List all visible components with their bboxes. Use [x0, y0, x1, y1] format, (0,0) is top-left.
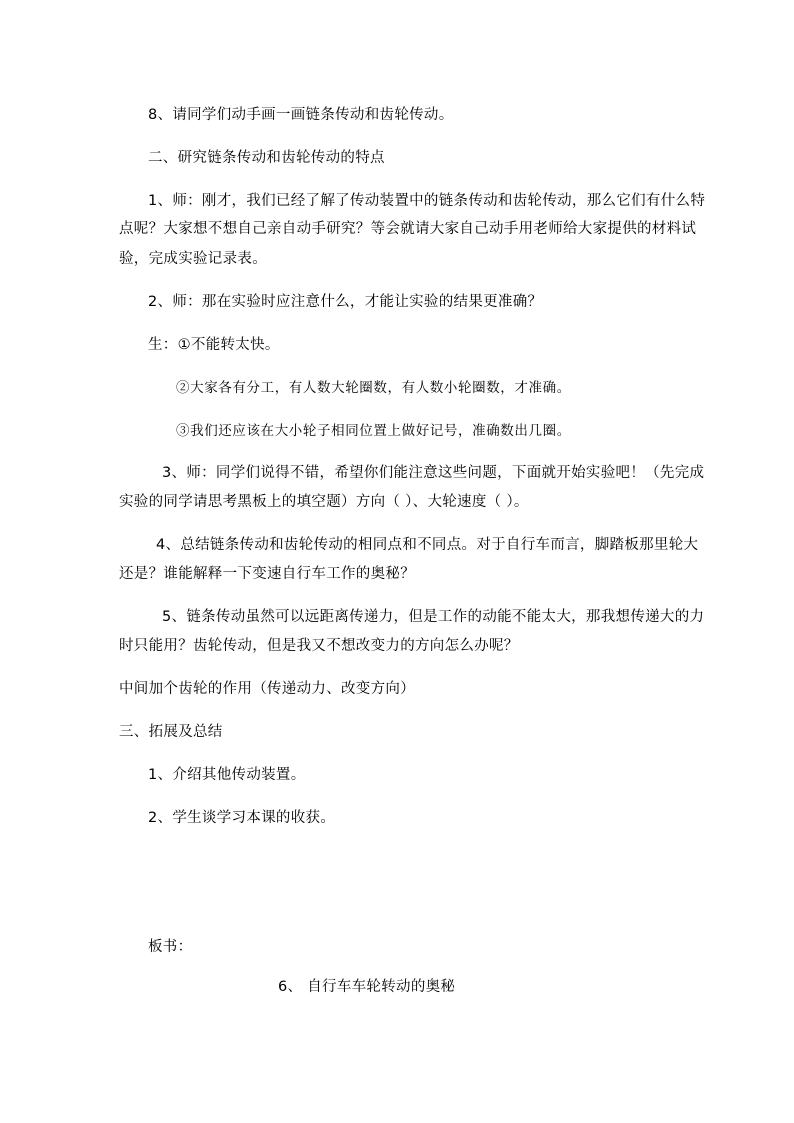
board-writing-label: 板书： — [148, 939, 193, 955]
paragraph-3-line-1: 3、师：同学们说得不错，希望你们能注意这些问题，下面就开始实验吧！（先完成 — [162, 465, 705, 481]
section-heading-2: 二、研究链条传动和齿轮传动的特点 — [148, 150, 385, 166]
summary-item-2: 2、学生谈学习本课的收获。 — [148, 810, 336, 826]
board-writing-title: 6、 自行车车轮转动的奥秘 — [278, 979, 456, 995]
section-heading-3: 三、拓展及总结 — [119, 724, 223, 740]
paragraph-3-line-2: 实验的同学请思考黑板上的填空题）方向（ ）、大轮速度（ ）。 — [119, 494, 529, 510]
student-answer-3: ③我们还应该在大小轮子相同位置上做好记号，准确数出几圈。 — [176, 423, 571, 439]
student-answer-1: 生：①不能转太快。 — [148, 337, 280, 353]
paragraph-1-line-3: 验，完成实验记录表。 — [119, 251, 267, 267]
paragraph-1-line-1: 1、师：刚才，我们已经了解了传动装置中的链条传动和齿轮传动，那么它们有什么特 — [148, 193, 706, 209]
paragraph-5-line-2: 时只能用？齿轮传动，但是我又不想改变力的方向怎么办呢？ — [119, 638, 519, 654]
paragraph-step-8: 8、请同学们动手画一画链条传动和齿轮传动。 — [148, 107, 454, 123]
summary-item-1: 1、介绍其他传动装置。 — [148, 767, 306, 783]
paragraph-4-line-2: 还是？谁能解释一下变速自行车工作的奥秘？ — [119, 566, 415, 582]
paragraph-2: 2、师：那在实验时应注意什么，才能让实验的结果更准确？ — [148, 294, 543, 310]
middle-gear-note: 中间加个齿轮的作用（传递动力、改变方向） — [119, 681, 415, 697]
paragraph-5-line-1: 5、链条传动虽然可以远距离传递力，但是工作的动能不能太大，那我想传递大的力 — [162, 609, 705, 625]
paragraph-4-line-1: 4、总结链条传动和齿轮传动的相同点和不同点。对于自行车而言，脚踏板那里轮大 — [156, 537, 699, 553]
paragraph-1-line-2: 点呢？大家想不想自己亲自动手研究？等会就请大家自己动手用老师给大家提供的材料试 — [119, 221, 697, 237]
student-answer-2: ②大家各有分工，有人数大轮圈数，有人数小轮圈数，才准确。 — [176, 380, 571, 396]
